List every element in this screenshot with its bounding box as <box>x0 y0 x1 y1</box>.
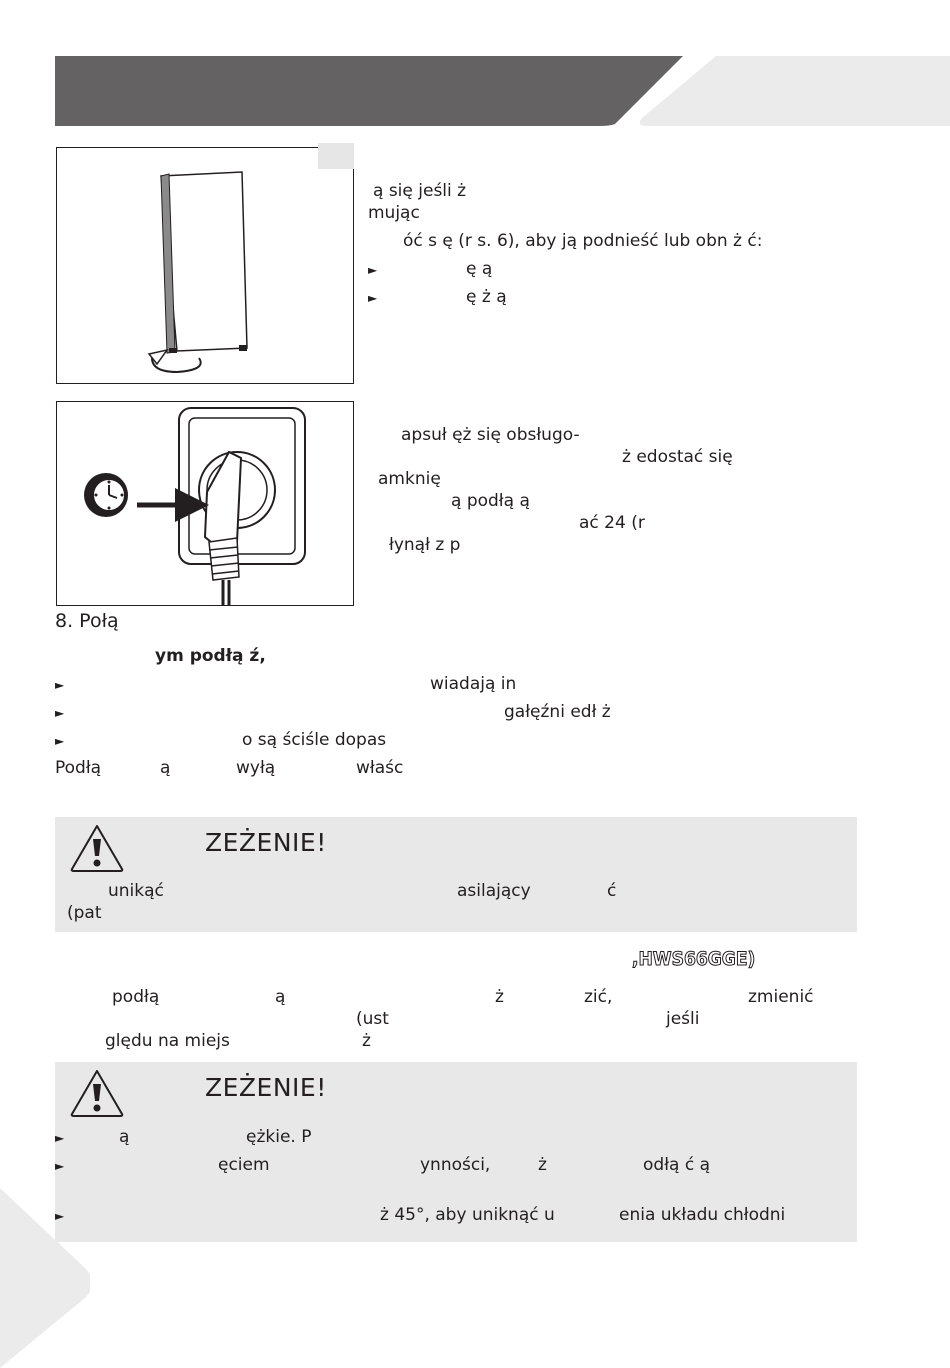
warning-box <box>55 1062 857 1242</box>
para-text: podłą <box>112 987 160 1007</box>
para-text: ą <box>275 987 286 1007</box>
warning-text: unikąć <box>108 881 164 901</box>
para-text: zmienić <box>748 987 814 1007</box>
section-para: Podłą <box>55 758 102 778</box>
figure-tab <box>318 143 354 169</box>
clock-icon <box>84 473 128 517</box>
fig1-bullet-text: ę ą <box>466 259 493 279</box>
section-lead: ym podłą ź, <box>155 646 266 666</box>
fig2-text-line: ż edostać się <box>622 447 733 467</box>
fig1-text-line: ą się jeśli ż <box>373 181 467 201</box>
bullet-icon: ► <box>55 734 65 748</box>
section-para: właśc <box>356 758 404 778</box>
warning-title: ZEŻENIE! <box>205 828 327 857</box>
section-bullet-text: o są ściśle dopas <box>242 730 387 750</box>
para-text: (ust <box>356 1009 389 1029</box>
figure-plug-wait <box>56 401 354 606</box>
fig1-bullet-text: ę ż ą <box>466 287 507 307</box>
header-bar <box>55 56 687 126</box>
header-tab-light <box>636 56 950 126</box>
section-bullet-text: wiadają in <box>430 674 517 694</box>
warning-text: asilający <box>457 881 531 901</box>
warning-bullet-text: ężkie. P <box>246 1127 312 1147</box>
warning-box <box>55 817 857 932</box>
bullet-icon: ► <box>55 1131 65 1145</box>
section-bullet-text: gałęźni edł ż <box>504 702 611 722</box>
section-para: wyłą <box>236 758 276 778</box>
bullet-icon: ► <box>55 1159 65 1173</box>
para-text: ględu na miejs <box>105 1031 230 1051</box>
warning-bullet-text: odłą ć ą <box>643 1155 711 1175</box>
section-title: 8. Połą <box>55 610 119 632</box>
warning-icon <box>69 823 125 873</box>
warning-bullet-text: ą <box>119 1127 130 1147</box>
warning-bullet-text: ż <box>538 1155 547 1175</box>
bullet-icon: ► <box>368 291 378 305</box>
warning-bullet-text: enia układu chłodni <box>619 1205 786 1225</box>
bullet-icon: ► <box>55 706 65 720</box>
fig2-text-line: apsuł ęż się obsługo- <box>401 425 580 445</box>
warning-bullet-text: ęciem <box>218 1155 270 1175</box>
section-para: ą <box>160 758 171 778</box>
fig2-text-line: ać 24 (r <box>579 513 645 533</box>
model-number: ,HWS66GGE) <box>632 948 756 970</box>
warning-text: (pat <box>67 903 102 923</box>
fig1-text-line: óć s ę (r s. 6), aby ją podnieść lub obn ż ć: <box>403 231 763 251</box>
warning-bullet-text: ż 45°, aby uniknąć u <box>380 1205 555 1225</box>
page-corner-tab <box>0 1188 90 1368</box>
fig2-text-line: amknię <box>378 469 441 489</box>
fig1-text-line: mując <box>368 203 420 223</box>
figure-fridge-tilt <box>56 147 354 384</box>
plug-illustration <box>57 402 353 605</box>
warning-text: ć <box>607 881 617 901</box>
para-text: zić, <box>584 987 613 1007</box>
para-text: ż <box>495 987 504 1007</box>
warning-icon <box>69 1068 125 1118</box>
fig2-text-line: ą podłą ą <box>451 491 530 511</box>
para-text: ż <box>362 1031 371 1051</box>
bullet-icon: ► <box>55 678 65 692</box>
bullet-icon: ► <box>55 1209 65 1223</box>
fridge-illustration <box>57 148 353 383</box>
para-text: jeśli <box>666 1009 700 1029</box>
warning-bullet-text: ynności, <box>420 1155 491 1175</box>
warning-title: ZEŻENIE! <box>205 1073 327 1102</box>
fig2-text-line: łynął z p <box>389 535 461 555</box>
bullet-icon: ► <box>368 263 378 277</box>
